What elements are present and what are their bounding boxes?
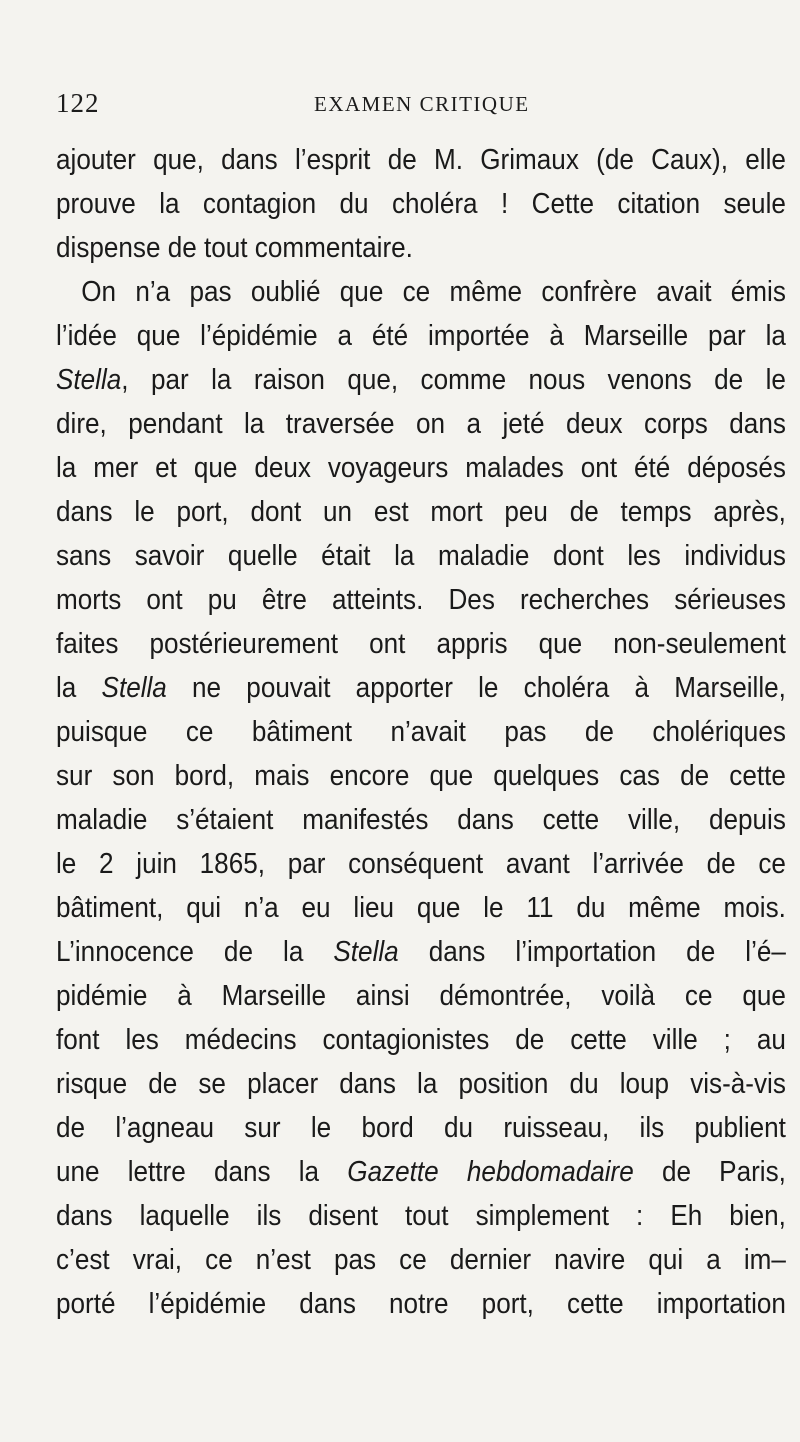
text-line: la Stella ne pouvait apporter le choléra à Marseille, [56,672,786,704]
running-title: EXAMEN CRITIQUE [314,92,530,116]
running-head [56,88,756,128]
text-line: risque de se placer dans la position du loup vis-à-vis [56,1068,786,1100]
text-line: Stella, par la raison que, comme nous venons de le [56,364,786,396]
text-line: dire, pendant la traversée on a jeté deux corps dans [56,408,786,440]
text-line: font les médecins contagionistes de cette ville ; au [56,1024,786,1056]
text-line: dispense de tout commentaire. [56,232,413,264]
body-text [56,138,786,1326]
italic-ship-name: Stella [333,936,399,968]
text-line: puisque ce bâtiment n’avait pas de cholériques [56,716,786,748]
text-line: sur son bord, mais encore que quelques cas de cette [56,760,786,792]
text-line: l’idée que l’épidémie a été importée à Marseille par la [56,320,786,352]
text-line: prouve la contagion du choléra ! Cette citation seule [56,188,786,220]
text-line: dans laquelle ils disent tout simplement : Eh bien, [56,1200,786,1232]
italic-ship-name: Stella [56,364,122,396]
text-line: sans savoir quelle était la maladie dont les individus [56,540,786,572]
text-line: porté l’épidémie dans notre port, cette importation [56,1288,786,1320]
text-line: c’est vrai, ce n’est pas ce dernier navire qui a im– [56,1244,786,1276]
text-line: une lettre dans la Gazette hebdomadaire de Paris, [56,1156,786,1188]
text-line: L’innocence de la Stella dans l’importation de l’é– [56,936,786,968]
text-line: de l’agneau sur le bord du ruisseau, ils publient [56,1112,786,1144]
paragraph-first-line: On n’a pas oublié que ce même confrère avait émis [81,276,786,308]
text-line: ajouter que, dans l’esprit de M. Grimaux (de Caux), elle [56,144,786,176]
text-line: pidémie à Marseille ainsi démontrée, voilà ce que [56,980,786,1012]
text-line: bâtiment, qui n’a eu lieu que le 11 du même mois. [56,892,786,924]
page-number: 122 [56,88,100,118]
text-line: le 2 juin 1865, par conséquent avant l’arrivée de ce [56,848,786,880]
text-line: la mer et que deux voyageurs malades ont été déposés [56,452,786,484]
italic-ship-name: Stella [101,672,167,704]
text-line: maladie s’étaient manifestés dans cette ville, depuis [56,804,786,836]
text-line: morts ont pu être atteints. Des recherches sérieuses [56,584,786,616]
text-line: faites postérieurement ont appris que non-seulement [56,628,786,660]
italic-journal-title: Gazette hebdomadaire [347,1156,634,1188]
text-line: dans le port, dont un est mort peu de temps après, [56,496,786,528]
